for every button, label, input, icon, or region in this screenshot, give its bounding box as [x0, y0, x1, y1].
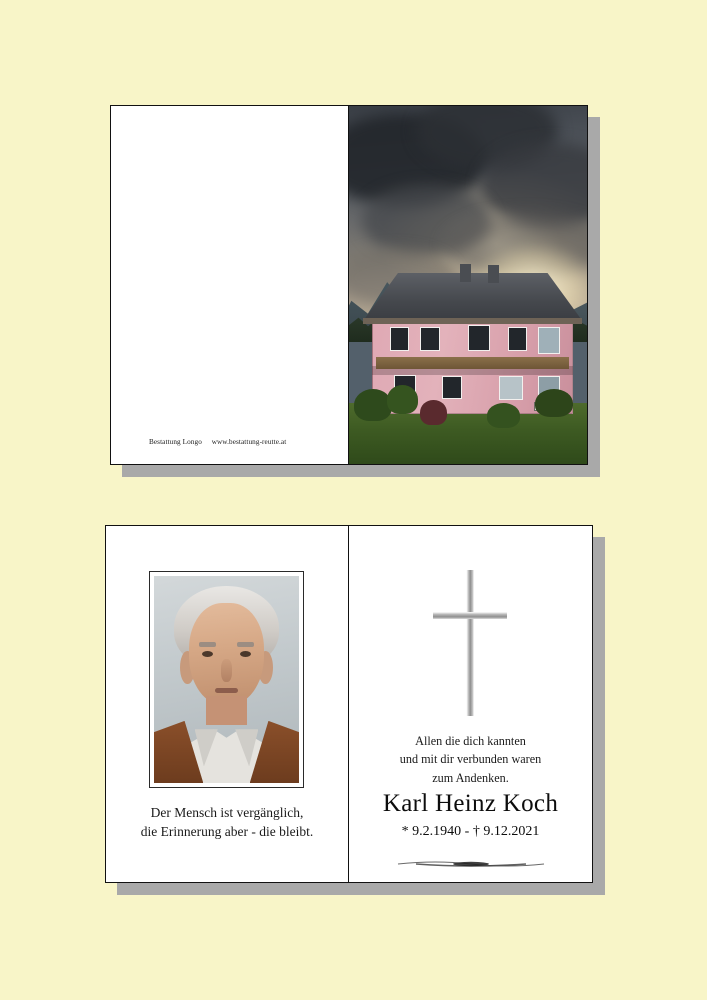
ornamental-divider-icon: [396, 856, 546, 866]
shrub: [487, 403, 520, 428]
portrait-frame: [149, 571, 304, 788]
roof-eave: [363, 318, 582, 324]
memorial-card-right-page: [349, 526, 592, 882]
shrub: [535, 389, 573, 418]
memorial-quote-line-2: die Erinnerung aber - die bleibt.: [140, 824, 314, 840]
eye: [240, 651, 252, 657]
window: [442, 376, 462, 399]
balcony: [376, 357, 569, 369]
eye: [202, 651, 214, 657]
eyebrow: [199, 642, 216, 647]
funeral-home-website: www.bestattung-reutte.at: [211, 438, 287, 446]
memorial-quote: [106, 803, 348, 842]
window: [499, 376, 523, 400]
shrub: [354, 389, 392, 421]
funeral-home-name: Bestattung Longo: [149, 438, 202, 446]
nose: [221, 659, 233, 682]
outer-card[interactable]: [110, 105, 588, 465]
deceased-name: Karl Heinz Koch: [382, 790, 559, 817]
mouth: [215, 688, 238, 693]
chimney: [488, 265, 499, 283]
outer-card-container: [110, 105, 600, 477]
memorial-card-container: [105, 525, 605, 895]
landscape-photo: [349, 106, 587, 464]
christian-cross-icon: [421, 568, 521, 718]
shrub: [387, 385, 418, 414]
portrait-photo: [154, 576, 299, 783]
dedication-line-1: Allen die dich kannten: [415, 734, 526, 748]
memorial-quote-line-1: Der Mensch ist vergänglich,: [150, 804, 304, 820]
window: [390, 327, 410, 351]
birth-death-dates: * 9.2.1940 - † 9.12.2021: [401, 824, 540, 839]
memorial-card[interactable]: [105, 525, 593, 883]
window: [420, 327, 440, 351]
dedication-line-3: zum Andenken.: [432, 770, 509, 785]
window: [468, 325, 490, 351]
memorial-card-left-page: [106, 526, 349, 882]
window: [538, 327, 560, 354]
memorial-dedication: [349, 732, 592, 787]
neck: [206, 696, 247, 725]
eyebrow: [237, 642, 254, 647]
outer-card-left-page: [111, 106, 349, 464]
house-roof: [363, 273, 582, 321]
chimney: [460, 264, 471, 282]
funeral-home-credit: [149, 438, 286, 446]
window: [508, 327, 528, 351]
flower-bed: [420, 400, 446, 425]
dedication-line-2: und mit dir verbunden waren: [399, 752, 542, 767]
